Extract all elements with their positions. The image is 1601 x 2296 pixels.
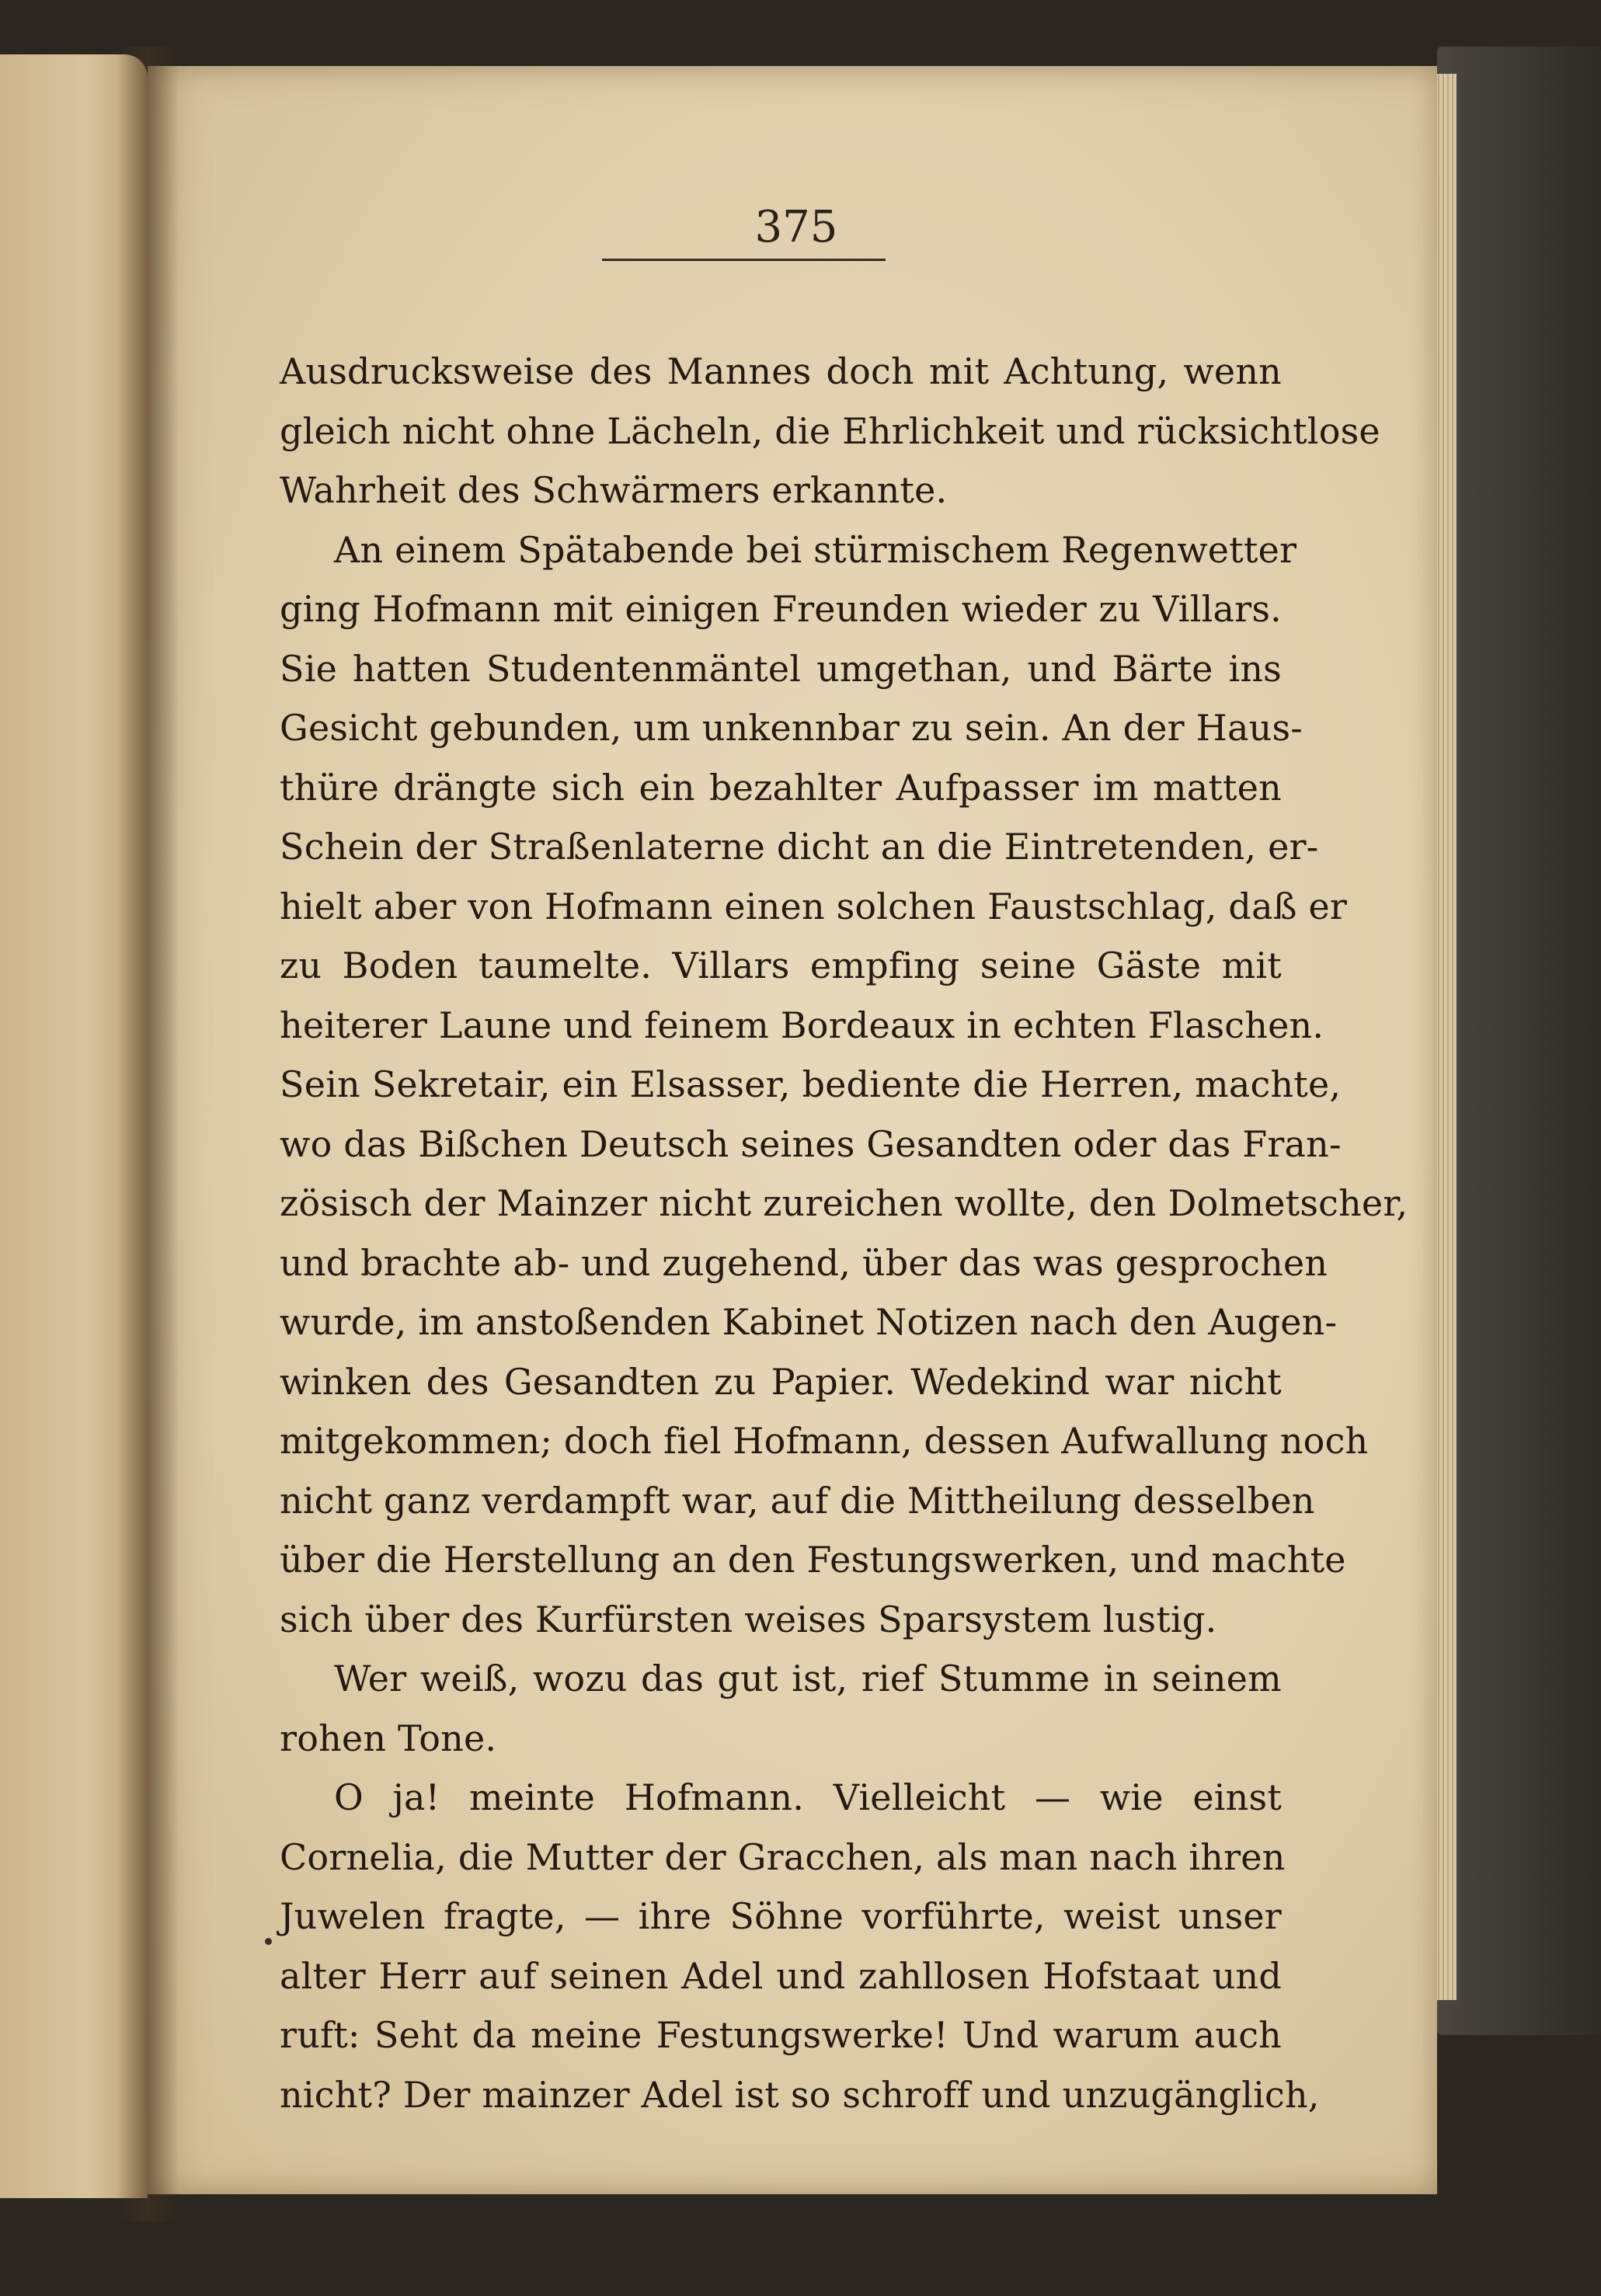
text-line: über die Herstellung an den Festungswerken, und machte	[280, 1539, 1346, 1581]
book-cover	[1437, 47, 1601, 2035]
text-line: ging Hofmann mit einigen Freunden wieder zu Villars.	[280, 588, 1282, 630]
text-line: Sein Sekretair, ein Elsasser, bediente die Herren, machte,	[280, 1063, 1342, 1105]
text-line: mitgekommen; doch fiel Hofmann, dessen Aufwallung noch	[280, 1420, 1369, 1462]
text-line: alter Herr auf seinen Adel und zahllosen Hofstaat und	[280, 1954, 1282, 1997]
text-line: Wahrheit des Schwärmers erkannte.	[280, 469, 948, 511]
text-line: zu Boden taumelte. Villars empfing seine Gäste mit	[280, 944, 1282, 986]
text-line: sich über des Kurfürsten weises Sparsystem lustig.	[280, 1598, 1217, 1640]
text-line: zösisch der Mainzer nicht zureichen wollte, den Dolmetscher,	[280, 1182, 1408, 1224]
text-line: ruft: Seht da meine Festungswerke! Und warum auch	[280, 2014, 1282, 2056]
ink-speck	[265, 1938, 272, 1945]
text-line: rohen Tone.	[280, 1717, 497, 1759]
book-page	[148, 66, 1437, 2194]
text-line: wo das Bißchen Deutsch seines Gesandten oder das Fran-	[280, 1122, 1342, 1165]
text-line: hielt aber von Hofmann einen solchen Faustschlag, daß er	[280, 885, 1348, 927]
text-line: heiterer Laune und feinem Bordeaux in echten Flaschen.	[280, 1004, 1324, 1046]
text-line: nicht? Der mainzer Adel ist so schroff und unzugänglich,	[280, 2073, 1320, 2116]
text-line: und brachte ab- und zugehend, über das was gesprochen	[280, 1241, 1328, 1284]
text-line: Juwelen fragte, — ihre Söhne vorführte, weist unser	[280, 1895, 1282, 1937]
text-line: Gesicht gebunden, um unkennbar zu sein. An der Haus-	[280, 707, 1303, 749]
text-line: Wer weiß, wozu das gut ist, rief Stumme in seinem	[334, 1658, 1282, 1699]
book-gutter-shadow	[117, 47, 179, 2221]
text-line: wurde, im anstoßenden Kabinet Notizen nach den Augen-	[280, 1301, 1338, 1343]
text-line: O ja! meinte Hofmann. Vielleicht — wie einst	[334, 1776, 1282, 1818]
body-text	[280, 342, 1408, 2124]
header-rule	[602, 259, 886, 261]
text-line: Cornelia, die Mutter der Gracchen, als man nach ihren	[280, 1835, 1286, 1878]
text-line: An einem Spätabende bei stürmischem Regenwetter	[334, 528, 1297, 571]
text-line: thüre drängte sich ein bezahlter Aufpasser im matten	[280, 766, 1282, 809]
page-number: 375	[754, 202, 838, 252]
text-line: Sie hatten Studentenmäntel umgethan, und Bärte ins	[280, 647, 1282, 690]
text-line: winken des Gesandten zu Papier. Wedekind war nicht	[280, 1360, 1282, 1403]
text-line: gleich nicht ohne Lächeln, die Ehrlichkeit und rücksichtlose	[280, 409, 1380, 452]
text-line: Ausdrucksweise des Mannes doch mit Achtung, wenn	[280, 350, 1282, 392]
text-line: Schein der Straßenlaterne dicht an die Eintretenden, er-	[280, 826, 1319, 868]
text-line: nicht ganz verdampft war, auf die Mittheilung desselben	[280, 1479, 1315, 1522]
